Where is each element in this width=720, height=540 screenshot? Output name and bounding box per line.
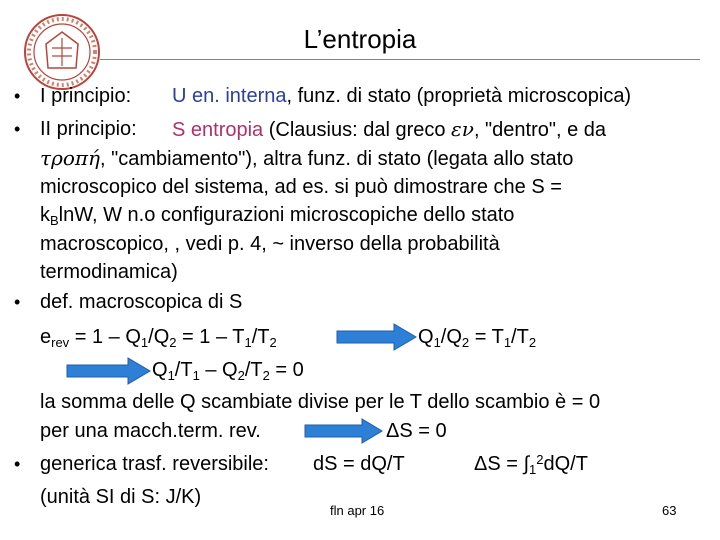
entropy-differential-equation: dS = dQ/T xyxy=(313,453,405,475)
bullet-2-line-4: $k_B\ln W$, W n.o configurazioni microscopiche dello stato xyxy=(40,204,515,228)
reversible-machine-text: per una macch.term. rev. xyxy=(40,420,261,442)
entropy-integral-equation: $\Delta S = \int_1^2dQ/T$ xyxy=(474,452,588,477)
bullet-1-label: I principio: xyxy=(40,85,132,107)
clausius-sum-equation: $Q_1/T_1 - Q_2/T_2 = 0$ xyxy=(152,359,304,383)
bullet-2-line-6: termodinamica) xyxy=(40,261,178,283)
bullet-marker: • xyxy=(14,454,21,474)
entropy-term: S entropia xyxy=(172,119,264,141)
title-underline xyxy=(100,59,700,60)
efficiency-equation: $e_{rev} = 1 - Q_1/Q_2 = 1 - T_1/T_2$ xyxy=(40,326,277,350)
bullet-3 xyxy=(14,290,243,315)
bullet-marker: • xyxy=(14,119,21,139)
bullet-1-content: U en. interna, funz. di stato (proprietà microscopica) xyxy=(172,85,632,107)
bullet-2-line-5: macroscopico, , vedi p. 4, ~ inverso della probabilità xyxy=(40,233,500,255)
bullet-2-line-1: S entropia (Clausius: dal greco εν, "dentro", e da xyxy=(172,117,606,141)
sum-statement: la somma delle Q scambiate divise per le T dello scambio è = 0 xyxy=(40,391,601,413)
page-title: L’entropia xyxy=(303,24,417,54)
bullet-2-label: II principio: xyxy=(40,118,137,140)
si-unit-note: (unità SI di S: J/K) xyxy=(40,486,202,508)
entropy-zero-equation: ΔS = 0 xyxy=(386,420,447,442)
bullet-3-text: def. macroscopica di S xyxy=(40,291,243,313)
bullet-4 xyxy=(14,452,269,477)
right-arrow-icon xyxy=(66,356,152,386)
heat-temperature-ratio: $Q_1/Q_2 = T_1/T_2$ xyxy=(418,326,537,350)
bullet-2 xyxy=(14,117,606,142)
internal-energy-term: U en. interna xyxy=(172,85,287,107)
page-number: 63 xyxy=(662,503,677,518)
right-arrow-icon xyxy=(304,417,384,445)
bullet-2-line-2: τροπή, "cambiamento"), altra funz. di stato (legata allo stato xyxy=(40,146,574,170)
footer-label: fln apr 16 xyxy=(330,503,385,518)
bullet-2-line-3: microscopico del sistema, ad es. si può dimostrare che S = xyxy=(40,176,562,198)
bullet-marker: • xyxy=(14,292,21,312)
bullet-marker: • xyxy=(14,86,21,106)
bullet-1 xyxy=(14,84,632,109)
right-arrow-icon xyxy=(336,322,418,352)
bullet-4-text: generica trasf. reversibile: xyxy=(40,453,269,475)
